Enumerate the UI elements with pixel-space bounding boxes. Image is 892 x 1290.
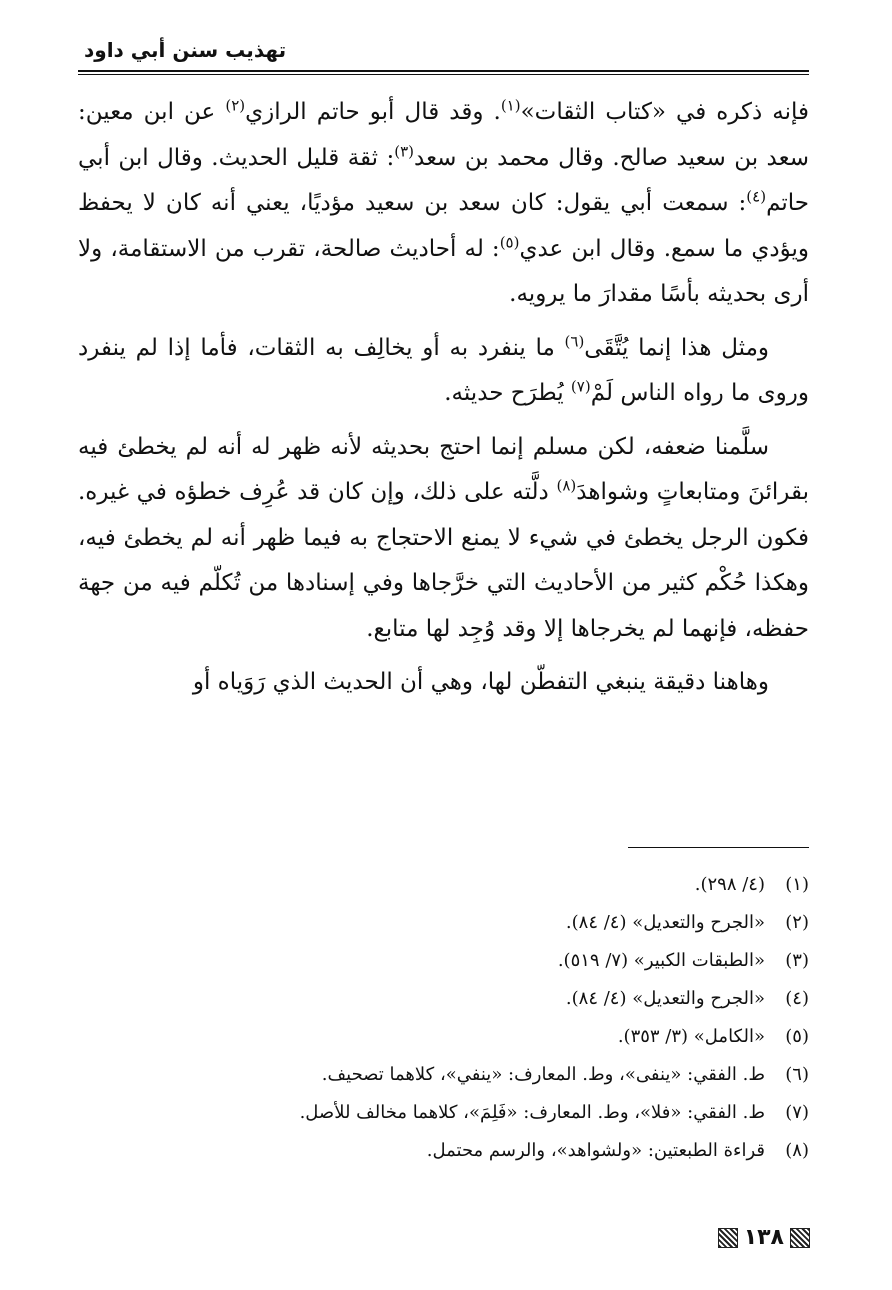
footnote-number: (٣) — [785, 950, 809, 971]
text-run: يُطرَح حديثه. — [444, 380, 571, 406]
footnote-number: (١) — [785, 874, 809, 895]
footnote-number: (٨) — [785, 1140, 809, 1161]
ornament-icon — [718, 1228, 738, 1248]
text-run: ومثل هذا إنما يُتَّقَى — [584, 334, 769, 361]
paragraph — [78, 660, 809, 706]
footnote-item — [78, 1018, 809, 1056]
running-title: تهذيب سنن أبي داود — [84, 38, 287, 62]
paragraph — [78, 425, 809, 653]
footnote-item — [78, 904, 809, 942]
footnote-text: (٤/ ٢٩٨). — [694, 874, 765, 895]
footnote-number: (٢) — [785, 912, 809, 933]
footnote-ref: (٧) — [570, 377, 591, 396]
header-rule-thin — [78, 74, 809, 75]
text-run: سلَّمنا ضعفه، لكن مسلم إنما احتج بحديثه لأنه ظهر له أنه لم يخطئ فيه بقرائنَ ومتابعاتٍ وشواهدَ — [78, 433, 809, 505]
footnote-text: «الجرح والتعديل» (٤/ ٨٤). — [565, 912, 765, 933]
footnote-item — [78, 980, 809, 1018]
footnote-ref: (٥) — [499, 232, 520, 251]
footnote-text: قراءة الطبعتين: «ولشواهد»، والرسم محتمل. — [426, 1140, 765, 1161]
text-run: فإنه ذكره في «كتاب الثقات» — [520, 99, 809, 125]
footnote-ref: (٦) — [564, 331, 585, 350]
footnote-item — [78, 942, 809, 980]
footnote-ref: (٨) — [556, 476, 577, 495]
header-rule — [78, 70, 809, 72]
footnote-text: ط. الفقي: «فلا»، وط. المعارف: «فَلِمَ»، كلاهما مخالف للأصل. — [299, 1102, 765, 1123]
paragraph — [78, 326, 809, 417]
text-run: . وقد قال أبو حاتم الرازي — [245, 99, 501, 125]
footnote-ref: (١) — [500, 96, 521, 115]
text-run: دلَّته على ذلك، وإن كان قد عُرِف خطؤه في غيره. فكون الرجل يخطئ في شيء لا يمنع الاحتجاج به فيما ظهر أنه لم يخطئ فيه، وهكذا حُكْم كثير من الأحاديث التي خرَّجاها وفي إسنادها من تُكلّم فيه من جهة حفظه، فإنهما لم يخرجاها إلا وقد وُجِد لها متابع. — [78, 479, 809, 642]
footnote-ref: (٤) — [746, 187, 767, 206]
text-run: : له أحاديث صالحة، تقرب من الاستقامة، ولا أرى بحديثه بأسًا مقدارَ ما يرويه. — [78, 235, 809, 307]
page-number-text: ١٣٨ — [743, 1225, 784, 1250]
paragraph — [78, 90, 809, 318]
footnote-item — [78, 1094, 809, 1132]
footnote-text: «الكامل» (٣/ ٣٥٣). — [617, 1026, 765, 1047]
footnote-ref: (٣) — [394, 141, 414, 160]
ornament-icon — [790, 1228, 810, 1248]
text-run: : ثقة قليل الحديث. وقال ابن أبي حاتم — [78, 144, 809, 216]
footnote-text: ط. الفقي: «ينفى»، وط. المعارف: «ينفي»، كلاهما تصحيف. — [321, 1064, 765, 1085]
footnote-item — [78, 866, 809, 904]
main-text — [78, 90, 809, 706]
page-number — [718, 1227, 810, 1249]
footnote-number: (٧) — [785, 1102, 809, 1123]
text-run: : سمعت أبي يقول: كان سعد بن سعيد مؤديًا، يعني أنه كان لا يحفظ ويؤدي ما سمع. وقال ابن عدي — [78, 190, 809, 262]
footnote-item — [78, 1132, 809, 1170]
footnote-item — [78, 1056, 809, 1094]
footnote-text: «الطبقات الكبير» (٧/ ٥١٩). — [557, 950, 765, 971]
footnote-separator — [628, 847, 809, 848]
text-run: وهاهنا دقيقة ينبغي التفطّن لها، وهي أن الحديث الذي رَوَياه أو — [192, 669, 769, 695]
footnote-number: (٥) — [785, 1026, 809, 1047]
footnote-number: (٦) — [785, 1064, 809, 1085]
text-run: ما ينفرد به أو يخالِف به الثقات، فأما إذا لم ينفرد وروى ما رواه الناس لَمْ — [78, 334, 809, 406]
text-run: عن ابن معين: سعد بن سعيد صالح. وقال محمد بن سعد — [78, 99, 809, 171]
footnote-number: (٤) — [785, 988, 809, 1009]
footnote-text: «الجرح والتعديل» (٤/ ٨٤). — [565, 988, 765, 1009]
footnote-ref: (٢) — [225, 96, 246, 115]
footnotes-list — [78, 866, 809, 1170]
